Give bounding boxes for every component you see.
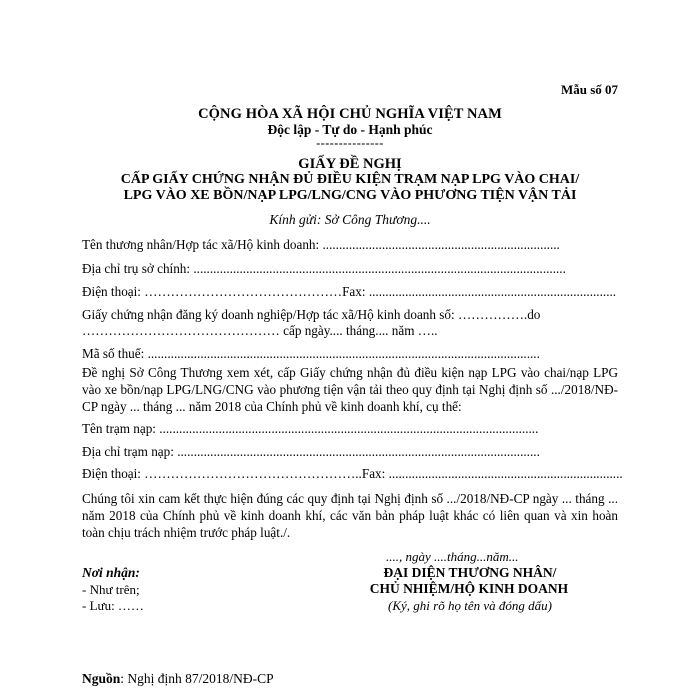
header-separator: --------------- (316, 136, 384, 150)
business-cert-field-line2: ……………………………………… cấp ngày.... tháng.... năm ….. (82, 323, 438, 338)
signature-date: ...., ngày ....tháng...năm... (386, 549, 519, 564)
document-subtitle-line2: LPG VÀO XE BỒN/NẠP LPG/LNG/CNG VÀO PHƯƠNG TIỆN VẬN TẢI (123, 188, 577, 203)
tax-code-field: Mã số thuế: ....................................................................................................................... (82, 346, 540, 361)
phone-fax-field: Điện thoại: ………………………………………Fax: ........................................................................... (82, 284, 617, 299)
source-value: : Nghị định 87/2018/NĐ-CP (120, 671, 274, 686)
business-cert-field-line1: Giấy chứng nhận đăng ký doanh nghiệp/Hợp tác xã/Hộ kinh doanh số: …………….do (82, 307, 541, 322)
source-label: Nguồn (82, 671, 121, 686)
source-note (82, 671, 274, 687)
recipients-label: Nơi nhận: (82, 565, 140, 580)
signature-hint: (Ký, ghi rõ họ tên và đóng dấu) (388, 598, 552, 613)
station-phone-fax-field: Điện thoại: …………………………………………..Fax: ....................................................................... (82, 466, 623, 481)
recipients-item-2: - Lưu: …… (82, 598, 144, 613)
station-address-field: Địa chỉ trạm nạp: .............................................................................................................. (82, 444, 540, 459)
national-title: CỘNG HÒA XÃ HỘI CHỦ NGHĨA VIỆT NAM (198, 106, 502, 122)
form-code: Mẫu số 07 (560, 82, 618, 97)
trader-name-field: Tên thương nhân/Hợp tác xã/Hộ kinh doanh: ........................................................................ (82, 237, 560, 252)
document-subtitle-line1: CẤP GIẤY CHỨNG NHẬN ĐỦ ĐIỀU KIỆN TRẠM NẠP LPG VÀO CHAI/ (120, 172, 580, 187)
document-title: GIẤY ĐỀ NGHỊ (298, 156, 402, 172)
recipient-line: Kính gửi: Sở Công Thương.... (269, 212, 431, 227)
national-motto: Độc lập - Tự do - Hạnh phúc (267, 122, 433, 137)
recipients-item-1: - Như trên; (82, 582, 140, 597)
head-office-field: Địa chỉ trụ sở chính: ................................................................................................................. (82, 261, 566, 276)
request-paragraph: Đề nghị Sở Công Thương xem xét, cấp Giấy chứng nhận đủ điều kiện nạp LPG vào chai/nạp LPG vào xe bồn/nạp LPG/LNG/CNG vào phương tiện vận tải theo quy định tại Nghị định số .../2018/NĐ-CP ngày ... tháng ... năm 2018 của Chính phủ về kinh doanh khí, cụ thể: (82, 365, 618, 414)
station-name-field: Tên trạm nạp: ................................................................................................................... (82, 421, 539, 436)
commitment-paragraph: Chúng tôi xin cam kết thực hiện đúng các quy định tại Nghị định số .../2018/NĐ-CP ngày ... tháng ... năm 2018 của Chính phủ về kinh doanh khí, các văn bản pháp luật khác có liên quan và xin hoàn toàn chịu trách nhiệm trước pháp luật./. (82, 491, 618, 540)
signature-title-line2: CHỦ NHIỆM/HỘ KINH DOANH (369, 581, 569, 596)
signature-title-line1: ĐẠI DIỆN THƯƠNG NHÂN/ (383, 565, 557, 580)
